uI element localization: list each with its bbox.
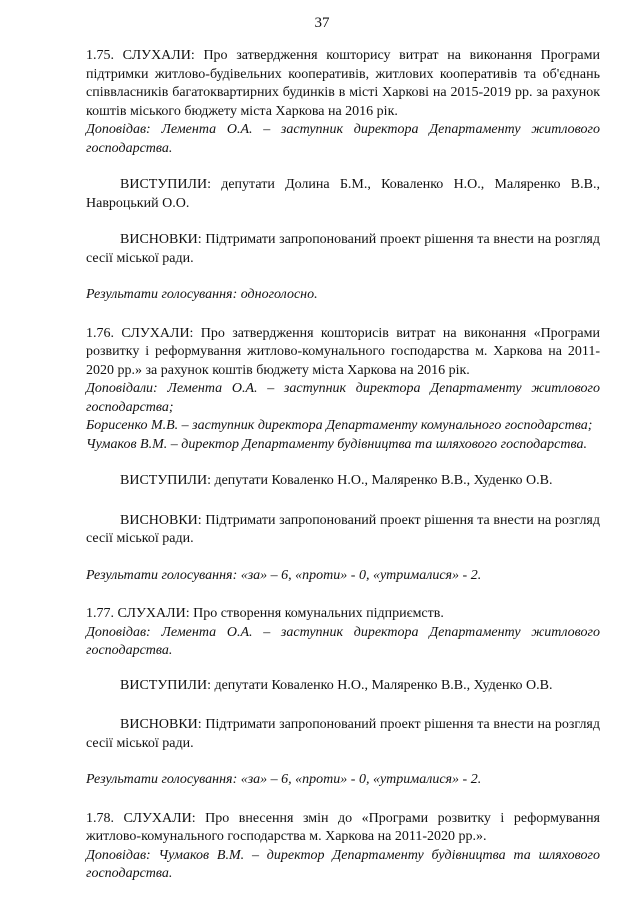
heard-paragraph: 1.75. СЛУХАЛИ: Про затвердження кошторису витрат на виконання Програми підтримки житлово-будівельних кооперативів, житлових кооперативів та об'єднань співвласників багатоквартирних будинків в місті Харкові на 2015-2019 рр. за рахунок коштів міського бюджету міста Харкова на 2016 рік. — [86, 48, 600, 119]
page-number: 37 — [314, 15, 330, 31]
conclusions-paragraph: ВИСНОВКИ: Підтримати запропонований проект рішення та внести на розгляд сесії міської ради. — [86, 717, 600, 751]
speaker-line: Доповідав: Лемента О.А. – заступник директора Департаменту житлового господарства. — [86, 624, 600, 658]
speaker-line: Доповідав: Чумаков В.М. – директор Департаменту будівництва та шляхового господарства. — [86, 847, 600, 881]
agenda-item-1-75 — [86, 47, 600, 305]
speaker-line: Доповідав: Лемента О.А. – заступник директора Департаменту житлового господарства. — [86, 122, 600, 156]
spoke-paragraph: ВИСТУПИЛИ: депутати Коваленко Н.О., Маляренко В.В., Худенко О.В. — [120, 473, 553, 488]
speaker-line: Чумаков В.М. – директор Департаменту будівництва та шляхового господарства. — [86, 436, 587, 452]
agenda-item-1-76 — [86, 325, 600, 586]
speaker-line: Доповідали: Лемента О.А. – заступник директора Департаменту житлового господарства; — [86, 381, 600, 415]
heard-paragraph: 1.78. СЛУХАЛИ: Про внесення змін до «Програми розвитку і реформування житлово-комунального господарства м. Харкова на 2011-2020 рр.». — [86, 810, 600, 844]
vote-result: Результати голосування: «за» – 6, «проти» - 0, «утрималися» - 2. — [86, 567, 482, 583]
heard-paragraph: 1.77. СЛУХАЛИ: Про створення комунальних підприємств. — [86, 606, 444, 621]
agenda-item-1-77 — [86, 605, 600, 790]
agenda-item-1-78 — [86, 810, 600, 884]
minutes-content — [86, 47, 600, 884]
speaker-line: Борисенко М.В. – заступник директора Департаменту комунального господарства; — [86, 418, 593, 433]
vote-result: Результати голосування: «за» – 6, «проти» - 0, «утрималися» - 2. — [86, 772, 482, 787]
heard-paragraph: 1.76. СЛУХАЛИ: Про затвердження кошторисів витрат на виконання «Програми розвитку і реформування житлово-комунального господарства м. Харкова на 2011-2020 рр.» за рахунок коштів бюджету міста Харкова на 2016 рік. — [86, 325, 600, 378]
conclusions-paragraph: ВИСНОВКИ: Підтримати запропонований проект рішення та внести на розгляд сесії міської ради. — [86, 512, 600, 546]
conclusions-paragraph: ВИСНОВКИ: Підтримати запропонований проект рішення та внести на розгляд сесії міської ради. — [86, 232, 600, 266]
vote-result: Результати голосування: одноголосно. — [86, 287, 318, 302]
spoke-paragraph: ВИСТУПИЛИ: депутати Долина Б.М., Коваленко Н.О., Маляренко В.В., Навроцький О.О. — [86, 177, 600, 211]
spoke-paragraph: ВИСТУПИЛИ: депутати Коваленко Н.О., Маляренко В.В., Худенко О.В. — [120, 677, 553, 693]
